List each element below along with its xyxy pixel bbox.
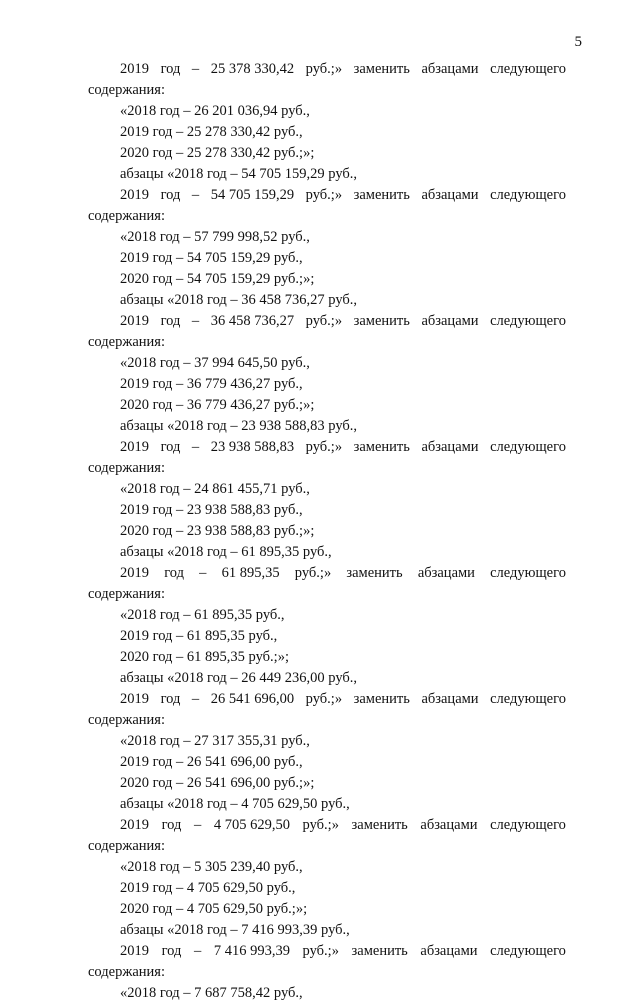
word: следующего <box>490 691 566 707</box>
word: 2019 <box>120 943 149 959</box>
text-line: «2018 год – 57 799 998,52 руб., <box>120 229 310 245</box>
word: год <box>161 943 182 959</box>
text-line <box>0 59 640 80</box>
word: 7 416 993,39 <box>213 943 290 959</box>
word: руб.;» <box>305 691 343 707</box>
word: 26 541 696,00 <box>210 691 295 707</box>
word: абзацами <box>420 817 478 833</box>
text-line: «2018 год – 27 317 355,31 руб., <box>120 733 310 749</box>
word: заменить <box>353 187 410 203</box>
word: следующего <box>490 943 566 959</box>
text-line: 2019 год – 36 779 436,27 руб., <box>120 376 303 392</box>
document-body <box>0 59 640 1004</box>
word: следующего <box>490 439 566 455</box>
text-line: 2020 год – 23 938 588,83 руб.;»; <box>120 523 315 539</box>
text-line: 2020 год – 61 895,35 руб.;»; <box>120 649 289 665</box>
word: руб.;» <box>305 439 343 455</box>
word: 2019 <box>120 313 149 329</box>
word: руб.;» <box>305 61 343 77</box>
word: – <box>191 61 200 77</box>
word: абзацами <box>420 943 478 959</box>
text-line: «2018 год – 24 861 455,71 руб., <box>120 481 310 497</box>
text-line <box>0 437 640 458</box>
word: следующего <box>490 565 566 581</box>
word: руб.;» <box>305 313 343 329</box>
word: год <box>160 691 181 707</box>
word: год <box>160 61 181 77</box>
word: заменить <box>346 565 403 581</box>
text-line: абзацы «2018 год – 61 895,35 руб., <box>120 544 332 560</box>
text-line: «2018 год – 26 201 036,94 руб., <box>120 103 310 119</box>
text-line <box>0 185 640 206</box>
word: абзацами <box>417 565 475 581</box>
word: абзацами <box>421 313 479 329</box>
word: – <box>191 439 200 455</box>
word: следующего <box>490 61 566 77</box>
text-line: «2018 год – 5 305 239,40 руб., <box>120 859 303 875</box>
word: – <box>191 313 200 329</box>
word: год <box>164 565 184 581</box>
word: 61 895,35 <box>221 565 280 581</box>
word: руб.;» <box>305 187 343 203</box>
text-line: 2019 год – 4 705 629,50 руб., <box>120 880 296 896</box>
word: абзацами <box>421 691 479 707</box>
word: 2019 <box>120 565 149 581</box>
text-line <box>0 689 640 710</box>
word: год <box>160 313 181 329</box>
word: – <box>193 817 202 833</box>
word: заменить <box>353 691 410 707</box>
word: – <box>191 187 200 203</box>
text-line: содержания: <box>88 460 166 476</box>
word: год <box>160 439 181 455</box>
word: 36 458 736,27 <box>210 313 295 329</box>
word: следующего <box>490 313 566 329</box>
text-line: 2019 год – 23 938 588,83 руб., <box>120 502 303 518</box>
word: 2019 <box>120 691 149 707</box>
text-line: абзацы «2018 год – 54 705 159,29 руб., <box>120 166 358 182</box>
word: руб.;» <box>302 817 339 833</box>
text-line: содержания: <box>88 586 166 602</box>
text-line: 2020 год – 4 705 629,50 руб.;»; <box>120 901 308 917</box>
word: абзацами <box>421 61 479 77</box>
text-line: содержания: <box>88 838 166 854</box>
text-line: 2019 год – 61 895,35 руб., <box>120 628 278 644</box>
word: 4 705 629,50 <box>213 817 290 833</box>
text-line: 2020 год – 54 705 159,29 руб.;»; <box>120 271 315 287</box>
text-line: содержания: <box>88 712 166 728</box>
word: следующего <box>490 817 566 833</box>
text-line: 2020 год – 25 278 330,42 руб.;»; <box>120 145 315 161</box>
word: абзацами <box>421 439 479 455</box>
text-line <box>0 563 640 584</box>
word: – <box>199 565 207 581</box>
text-line: «2018 год – 37 994 645,50 руб., <box>120 355 310 371</box>
word: заменить <box>353 61 410 77</box>
text-line <box>0 941 640 962</box>
word: заменить <box>353 313 410 329</box>
word: 54 705 159,29 <box>210 187 295 203</box>
word: 2019 <box>120 439 149 455</box>
text-line: 2019 год – 25 278 330,42 руб., <box>120 124 303 140</box>
text-line: абзацы «2018 год – 4 705 629,50 руб., <box>120 796 350 812</box>
text-line <box>0 311 640 332</box>
word: 2019 <box>120 187 149 203</box>
text-line: содержания: <box>88 964 166 980</box>
word: 2019 <box>120 61 149 77</box>
text-line: содержания: <box>88 334 166 350</box>
word: следующего <box>490 187 566 203</box>
text-line: 2020 год – 26 541 696,00 руб.;»; <box>120 775 315 791</box>
text-line: содержания: <box>88 208 166 224</box>
word: абзацами <box>421 187 479 203</box>
word: руб.;» <box>302 943 339 959</box>
word: заменить <box>351 943 408 959</box>
text-line: «2018 год – 7 687 758,42 руб., <box>120 985 303 1001</box>
text-line: «2018 год – 61 895,35 руб., <box>120 607 285 623</box>
text-line: 2020 год – 36 779 436,27 руб.;»; <box>120 397 315 413</box>
text-line: 2019 год – 54 705 159,29 руб., <box>120 250 303 266</box>
page-number: 5 <box>574 34 582 50</box>
word: год <box>160 187 181 203</box>
word: – <box>191 691 200 707</box>
word: заменить <box>353 439 410 455</box>
text-line: абзацы «2018 год – 26 449 236,00 руб., <box>120 670 358 686</box>
word: – <box>193 943 202 959</box>
word: 25 378 330,42 <box>210 61 295 77</box>
word: 2019 <box>120 817 149 833</box>
text-line: абзацы «2018 год – 7 416 993,39 руб., <box>120 922 350 938</box>
text-line: содержания: <box>88 82 166 98</box>
word: руб.;» <box>294 565 332 581</box>
word: заменить <box>351 817 408 833</box>
word: 23 938 588,83 <box>210 439 295 455</box>
text-line: 2019 год – 26 541 696,00 руб., <box>120 754 303 770</box>
text-line: абзацы «2018 год – 23 938 588,83 руб., <box>120 418 358 434</box>
text-line: абзацы «2018 год – 36 458 736,27 руб., <box>120 292 358 308</box>
text-line <box>0 815 640 836</box>
word: год <box>161 817 182 833</box>
